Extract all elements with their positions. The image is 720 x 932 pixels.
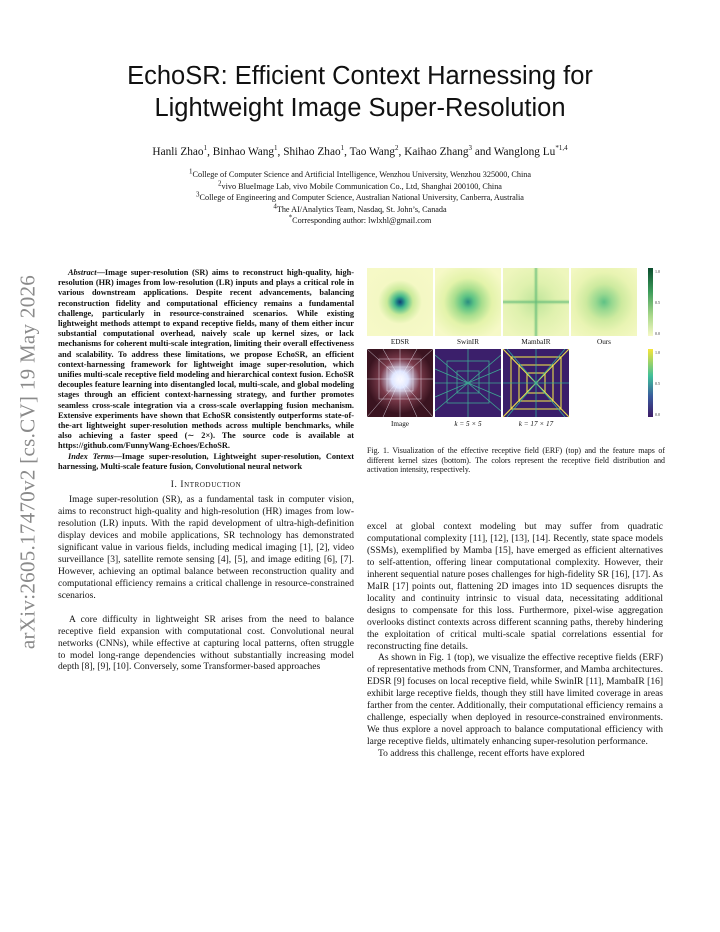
label-kernel-5: k = 5 × 5 <box>454 420 482 428</box>
erf-map-ours <box>571 268 637 336</box>
colorbar-feature <box>648 349 653 417</box>
label-edsr: EDSR <box>390 338 410 346</box>
left-column <box>58 268 354 674</box>
arxiv-id: arXiv:2605.17470v2 [cs.CV] 19 May 2026 <box>15 274 40 650</box>
erf-map-edsr <box>367 268 433 336</box>
feature-map-17x17 <box>503 349 569 417</box>
index-terms <box>58 452 354 472</box>
affiliation: $^4$The AI/Analytics Team, Nasdaq, St. John’s, Canada <box>273 201 447 214</box>
affiliations <box>0 169 720 227</box>
colorbar-erf <box>648 268 653 336</box>
author: Kaihao Zhang$^3$ and <box>404 144 494 158</box>
title-line-2: Lightweight Image Super-Resolution <box>154 94 566 122</box>
right-paragraph-1: excel at global context modeling but may suffer from quadratic computational complexity [11], [12], [13], [14]. Recently, state space models (SSMs), exemplified by Mamba [15], have emerged as efficient alternatives to self-attention, offering linear computational complexity. However, their inherent sequential nature poses challenges for high-fidelity SR [16], [17]. As MaIR [17] points out, flattening 2D images into 1D sequences disrupts the locality and continuity intrinsic to visual data, necessitating additional designs to compensate for this loss. Furthermore, pixel-wise aggregation overlooks distinct contexts across different scanning paths, thereby hindering the exploitation of critical multi-scale spatial correlations essential for reconstructing fine details. <box>367 522 663 652</box>
colorbar-tick: 1.0 <box>655 350 660 355</box>
input-image-panel <box>367 349 433 417</box>
corresponding-author: *Corresponding author: lwlxhl@gmail.com <box>288 213 432 225</box>
author: Binhao Wang$^1$, <box>212 144 284 158</box>
label-mambair: MambaIR <box>521 338 551 346</box>
feature-map-panels <box>367 349 665 429</box>
figure-caption: Fig. 1. Visualization of the effective receptive field (ERF) (top) and the feature maps of different kernel sizes (bottom). The colors represent the receptive field distribution and activation intensity, respectively. <box>367 446 665 475</box>
feature-map-5x5 <box>435 349 501 417</box>
intro-paragraph-2: A core difficulty in lightweight SR arises from the need to balance receptive field expansion with computational cost. Convolutional neural networks (CNNs), while effective at capturing local patterns, often struggle to model long-range dependencies without substantially increasing model depth [8], [9], [10]. Conversely, some Transformer-based approaches <box>58 614 354 673</box>
affiliation: $^2$vivo BlueImage Lab, vivo Mobile Communication Co., Ltd, Shanghai 200100, China <box>218 178 502 191</box>
abstract-text: —Image super-resolution (SR) aims to reconstruct high-quality, high-resolution (HR) images from low-resolution (LR) inputs and plays a critical role in various downstream applications. Despite recent advancements, balancing reconstruction fidelity and computational efficiency remains a fundamental challenge, particularly in resource-constrained scenarios. While existing lightweight methods attempt to expand receptive fields, many of them either incur substantial computational overhead, naively scale up kernel sizes, or lack mechanisms for coherent multi-scale integration, limiting their overall effectiveness and scalability. To address these limitations, we propose EchoSR, an efficient context-harnessing framework for lightweight image super-resolution, which unifies multi-scale receptive field modeling and hierarchical context fusion. EchoSR decouples feature learning into disentangled local, multi-scale, and global modeling stages through an efficient context-harnessing strategy, and further promotes seamless cross-scale integration via a cross-scale overlapping fusion mechanism. Extensive experiments have shown that EchoSR consistently outperforms state-of-the-art lightweight super-resolution methods across multiple benchmarks, while also achieving a faster speed (∼ 2×). The source code is available at https://github.com/FunnyWang-Echoes/EchoSR. <box>58 268 354 451</box>
index-terms-text: —Image super-resolution, Lightweight super-resolution, Context harnessing, Multi-scale feature fusion, Convolutional neural network <box>58 451 354 471</box>
abstract <box>58 268 354 452</box>
colorbar-tick: 0.0 <box>655 331 660 336</box>
author: Shihao Zhao$^1$, <box>283 144 350 158</box>
section-heading-introduction: I. Introduction <box>170 480 242 491</box>
label-ours: Ours <box>597 338 611 346</box>
figure-feature-row <box>367 349 665 429</box>
erf-map-swinir <box>435 268 501 336</box>
arxiv-stamp <box>8 252 48 672</box>
intro-paragraph-1: Image super-resolution (SR), as a fundamental task in computer vision, aims to reconstruct high-quality and high-resolution (HR) images from low-resolution (LR) inputs. With the rapid development of ultra-high-definition display devices and mobile applications, SR technology has demonstrated significant value in various fields, including medical imaging [1], [2], video surveillance [3], satellite remote sensing [4], [5], and image editing [6], [7]. However, achieving an optimal balance between reconstruction quality and computational efficiency remains a critical challenge in resource-constrained scenarios. <box>58 495 354 601</box>
right-column <box>367 522 663 761</box>
title-line-1: EchoSR: Efficient Context Harnessing for <box>127 62 593 90</box>
colorbar-tick: 0.5 <box>655 300 660 305</box>
label-kernel-17: k = 17 × 17 <box>518 420 554 428</box>
colorbar-tick: 1.0 <box>655 269 660 274</box>
author-list <box>0 146 720 158</box>
right-paragraph-3: To address this challenge, recent efforts have explored <box>378 749 585 760</box>
affiliation: $^1$College of Computer Science and Artificial Intelligence, Wenzhou University, Wenzhou 325000, China <box>189 167 531 179</box>
label-image: Image <box>391 420 409 428</box>
erf-map-mambair <box>503 268 569 336</box>
colorbar-tick: 0.0 <box>655 412 660 417</box>
paper-title <box>0 60 720 124</box>
figure-erf-row <box>367 268 665 348</box>
colorbar-tick: 0.5 <box>655 381 660 386</box>
author: Tao Wang$^2$, <box>349 144 405 158</box>
author: Wanglong Lu$^{*1,4}$ <box>493 144 568 158</box>
affiliation: $^3$College of Engineering and Computer Science, Australian National University, Canberra, Australia <box>196 190 524 202</box>
author: Hanli Zhao$^1$, <box>152 144 213 158</box>
abstract-heading: Abstract <box>68 268 97 277</box>
right-paragraph-2: As shown in Fig. 1 (top), we visualize the effective receptive fields (ERF) of representative methods from CNN, Transformer, and Mamba architectures. EDSR [9] focuses on local receptive field, while SwinIR [11], MambaIR [16] exhibit large receptive fields, though they still have limited coverage in areas farther from the center. Additionally, their computational efficiency remains a challenge, especially when deployed in resource-constrained environments. We thus explore a novel approach to balance computational efficiency with large receptive fields, ultimately enhancing super-resolution performance. <box>367 653 663 748</box>
label-swinir: SwinIR <box>457 338 479 346</box>
index-terms-heading: Index Terms <box>68 451 114 461</box>
